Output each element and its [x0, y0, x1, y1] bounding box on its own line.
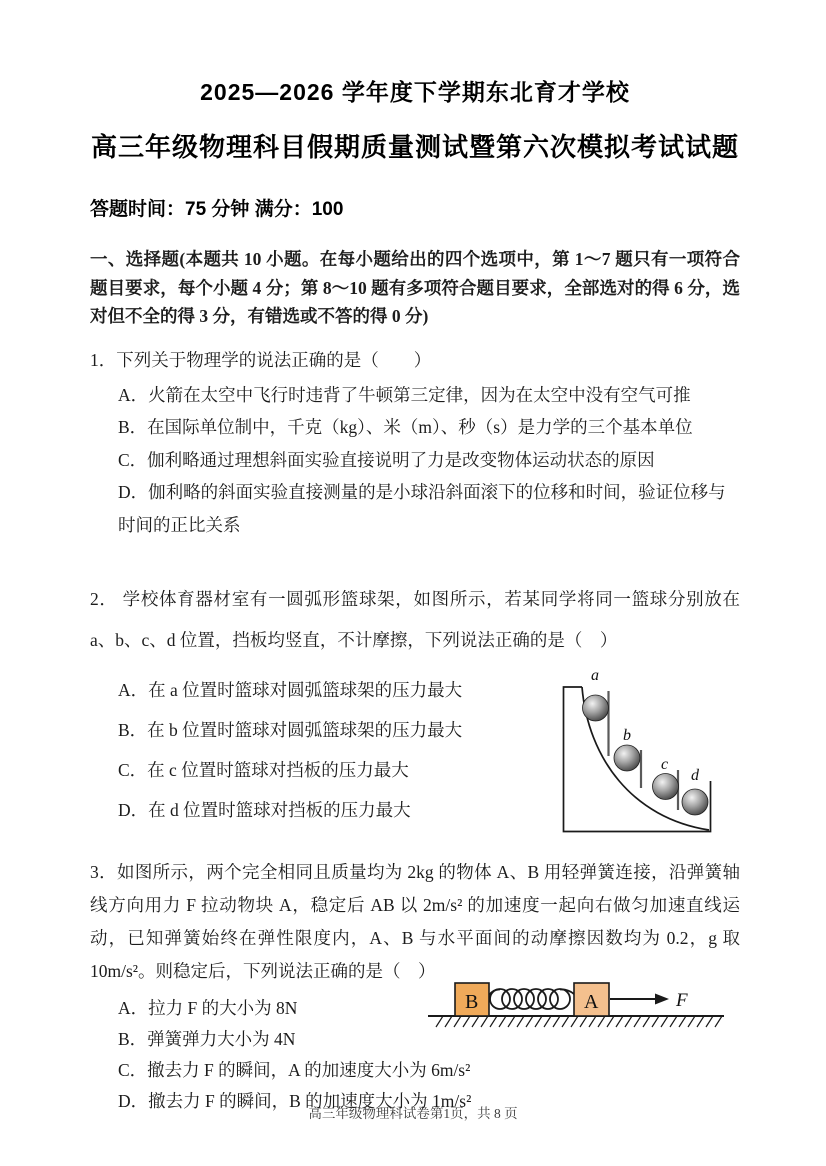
q3-option-d: D．撤去力 F 的瞬间，B 的加速度大小为 1m/s² — [118, 1091, 472, 1111]
q2-options — [90, 670, 560, 830]
ball-c-label: c — [661, 756, 669, 773]
q2-option-b: B．在 b 位置时篮球对圆弧篮球架的压力最大 — [118, 720, 463, 740]
section-intro: 一、选择题(本题共 10 小题。在每小题给出的四个选项中，第 1～7 题只有一项符合题目要求，每个小题 4 分；第 8～10 题有多项符合题目要求，全部选对的得 6 分，选对但不全的得 3 分，有错选或不答的得 0 分) — [90, 249, 740, 326]
force-arrow — [610, 994, 669, 1005]
q2-option-d: D．在 d 位置时篮球对挡板的压力最大 — [118, 800, 411, 820]
q1-option-b: B．在国际单位制中，千克（kg）、米（m）、秒（s）是力学的三个基本单位 — [118, 417, 693, 437]
q1-stem: 1．下列关于物理学的说法正确的是（ ） — [90, 349, 432, 370]
ball-a-label: a — [591, 667, 599, 684]
exam-meta: 答题时间：75 分钟 满分：100 — [90, 199, 344, 220]
question-3 — [90, 856, 740, 1117]
page-subtitle: 高三年级物理科目假期质量测试暨第六次模拟考试试题 — [90, 132, 739, 162]
ball-d-label: d — [691, 767, 699, 784]
q3-option-b: B．弹簧弹力大小为 4N — [118, 1029, 296, 1049]
footer-page-number: 高三年级物理科试卷第1页，共 8 页 — [308, 1106, 518, 1121]
ball-a — [583, 695, 609, 721]
block-b-label: B — [465, 991, 479, 1013]
q3-stem: 3．如图所示，两个完全相同且质量均为 2kg 的物体 A、B 用轻弹簧连接，沿弹簧轴线方向用力 F 拉动物块 A，稳定后 AB 以 2m/s² 的加速度一起向右做匀加速直线运动，已知弹簧始终在弹性限度内，A、B 与水平面间的动摩擦因数均为 0.2，g 取 10m/s²。则稳定后，下列说法正确的是（ ） — [90, 862, 740, 981]
ball-b-label: b — [623, 727, 631, 744]
block-a-label: A — [584, 991, 599, 1013]
question-2 — [90, 579, 740, 830]
q1-option-d: D．伽利略的斜面实验直接测量的是小球沿斜面滚下的位移和时间，验证位移与时间的正比关系 — [118, 482, 726, 535]
spring — [489, 989, 574, 1009]
ball-b — [614, 745, 640, 771]
q2-stem: 2． 学校体育器材室有一圆弧形篮球架，如图所示，若某同学将同一篮球分别放在 a、b、c、d 位置，挡板均竖直，不计摩擦，下列说法正确的是（ ） — [90, 589, 740, 650]
ball-d — [682, 789, 708, 815]
q3-option-a: A．拉力 F 的大小为 8N — [118, 998, 298, 1018]
q3-option-c: C．撤去力 F 的瞬间，A 的加速度大小为 6m/s² — [118, 1060, 471, 1080]
question-1 — [90, 345, 740, 542]
ground-hatching — [436, 1016, 722, 1027]
basketball-rack-figure — [562, 663, 714, 837]
ball-c — [653, 774, 679, 800]
q1-option-a: A．火箭在太空中飞行时违背了牛顿第三定律，因为在太空中没有空气可推 — [118, 384, 691, 405]
page-title: 2025—2026 学年度下学期东北育才学校 — [200, 79, 630, 105]
q2-option-c: C．在 c 位置时篮球对挡板的压力最大 — [118, 760, 409, 780]
q1-option-c: C．伽利略通过理想斜面实验直接说明了力是改变物体运动状态的原因 — [118, 449, 655, 470]
page-content — [0, 74, 826, 1117]
force-label: F — [676, 990, 688, 1011]
q2-option-a: A．在 a 位置时篮球对圆弧篮球架的压力最大 — [118, 680, 463, 700]
spring-blocks-figure — [426, 967, 726, 1037]
